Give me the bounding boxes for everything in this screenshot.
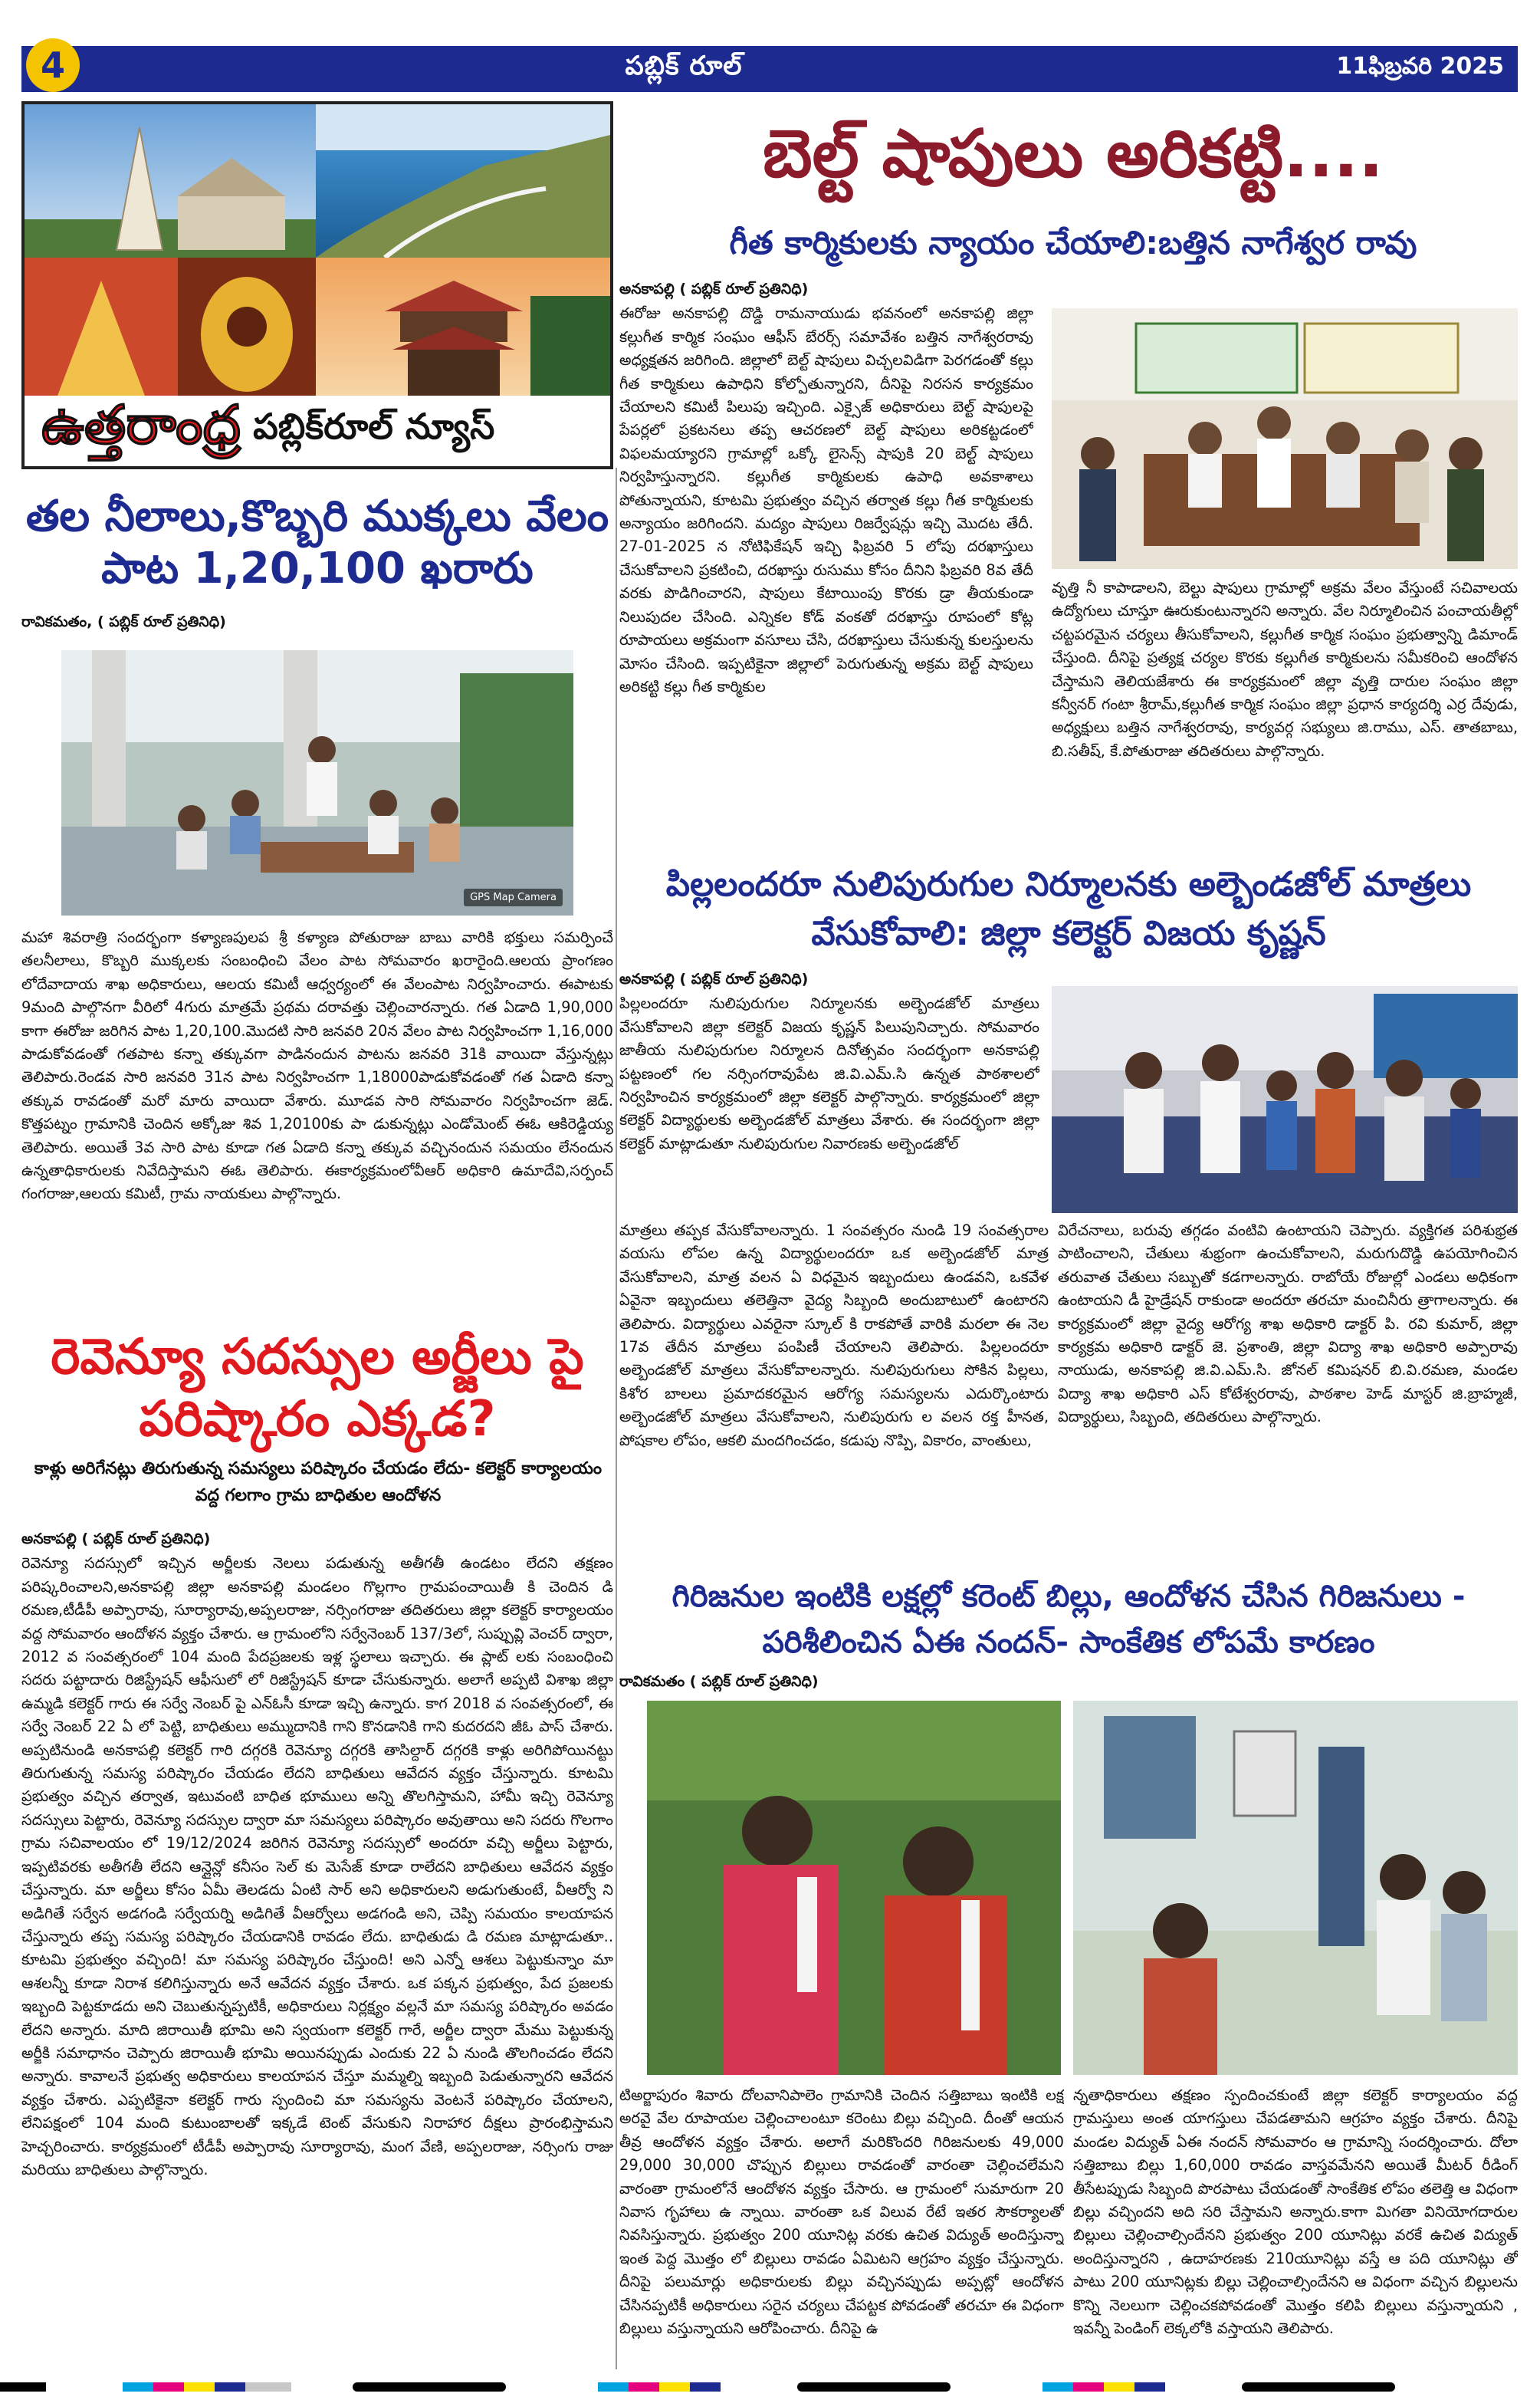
strip-magenta — [153, 2382, 184, 2392]
logo-title-brand: పబ్లిక్‌రూల్ న్యూస్ — [253, 406, 495, 447]
gps-camera-badge: GPS Map Camera — [464, 889, 563, 906]
current-bill-headline: గిరిజనుల ఇంటికి లక్షల్లో కరెంట్ బిల్లు, ఆందోళన చేసిన గిరిజనులు - పరిశీలించిన ఏఈ నందన్- సాంకేతిక లోపమే కారణం — [671, 1579, 1466, 1660]
belt-shop-subheadline: గీత కార్మికులకు న్యాయం చేయాలి:బత్తిన నాగేశ్వర రావు — [729, 224, 1417, 261]
strip-gap — [506, 2382, 598, 2392]
logo-banner — [25, 393, 610, 466]
belt-shop-body-left — [619, 278, 1033, 845]
albendazole-body-left: మాత్రలు తప్పక వేసుకోవాలన్నారు. 1 సంవత్సరం నుండి 19 సంవత్సరాల వయసు లోపల ఉన్న విద్యార్థులందరూ ఒక అల్బెండజోల్ మాత్ర వేసుకోవాలని, మాత్ర వలన ఏ విధమైన ఇబ్బందులు ఉండవని, ఒకవేళ ఏవైనా ఇబ్బందులు తలెత్తినా వైద్య సిబ్బంది అందుబాటులో ఉంటారని తెలిపారు. విద్యార్థులు ఎవరైనా స్కూల్ కి రాకపోతే వారికి మరలా ఈ నెల 17వ తేదీన మాత్రలు పంపిణీ చేయాలని తెలిపారు. పిల్లలందరూ అల్బెండజోల్ మాత్రలు వేసుకోవాలన్నారు. నులిపురుగులు సోకిన పిల్లలు, కిశోర బాలలు ప్రమాదకరమైన ఆరోగ్య సమస్యలను ఎదుర్కొంటారు అల్బెండజోల్ మాత్రలు వేసుకోవాలని, నులిపురుగు ల వలన రక్త హీనత, పోషకాల లోపం, ఆకలి మందగించడం, కడుపు నొప్పి, వికారం, వాంతులు, — [619, 1221, 1049, 1449]
column-divider — [616, 468, 617, 2369]
coconut-auction-dateline: రావికమతం, ( పబ్లిక్ రూల్ ప్రతినిధి) — [21, 613, 226, 630]
current-bill-body-right: న్నతాధికారులు తక్షణం స్పందించకుంటే జిల్లా కలెక్టర్ కార్యాలయం వద్ద గ్రామస్తులు అంత యాగస్తులు చేపడతామని ఆగ్రహం వ్యక్తం చేశారు. దీనిపై మండల విద్యుత్ ఏఈ నందన్ సోమవారం ఆ గ్రామాన్ని సందర్శించారు. దోలా సత్తిబాబు బిల్లు 1,60,000 రావడం వాస్తవమేనని అయితే మీటర్ రీడింగ్ తీసేటప్పుడు సిబ్బంది పొరపాటు చేయడంతో సాంకేతిక లోపం తలెత్తి ఆ విధంగా బిల్లు వచ్చిందని అది సరి చేస్తామని అన్నారు.కాగా మిగతా వినియోగదారుల బిల్లులు చెల్లించాల్సిందేనని ప్రభుత్వం 200 యూనిట్లు వరకే ఉచిత విద్యుత్ అందిస్తున్నారని , ఉదాహరణకు 210యూనిట్లు వస్తే ఆ పది యూనిట్లు తో పాటు 200 యూనిట్లకు బిల్లు చెల్లించాల్సిందేనని ఆ విధంగా వచ్చిన బిల్లులను కొన్ని నెలలుగా చెల్లించకపోవడంతో మొత్తం కలిపి బిల్లులు వస్తున్నాయని , ఇవన్నీ పెండింగ్ లెక్కలోకి వస్తాయని తెలిపారు. — [1073, 2086, 1518, 2338]
belt-shop-dateline: అనకాపల్లి ( పబ్లిక్ రూల్ ప్రతినిధి) — [619, 281, 809, 298]
strip-gap — [46, 2382, 123, 2392]
albendazole-text-top: పిల్లలందరూ నులిపురుగుల నిర్మూలనకు అల్బెండజోల్ మాత్రలు వేసుకోవాలని జిల్లా కలెక్టర్ విజయ కృష్ణన్ పిలుపునిచ్చారు. సోమవారం జాతీయ నులిపురుగుల నిర్మూలన దినోత్సవం సందర్భంగా అనకాపల్లి పట్టణంలో గల నర్సింగరావుపేట జి.వి.ఎమ్.సి ఉన్నత పాఠశాలలో నిర్వహించిన కార్యక్రమంలో జిల్లా కలెక్టర్ పాల్గొన్నారు. కార్యక్రమంలో జిల్లా కలెక్టర్ విద్యార్థులకు అల్బెండజోల్ మాత్రలు వేశారు. ఈ సందర్భంగా జిల్లా కలెక్టర్ మాట్లాడుతూ నులిపురుగుల నివారణకు అల్బెండజోల్ — [619, 995, 1039, 1152]
strip-gap — [1165, 2382, 1242, 2392]
current-bill-women-photo — [647, 1701, 1061, 2075]
strip-cyan — [1043, 2382, 1073, 2392]
albendazole-body-top-block — [619, 968, 1039, 1210]
strip-yellow — [184, 2382, 215, 2392]
strip-black-3 — [797, 2382, 951, 2392]
current-bill-meter-photo — [1073, 1701, 1518, 2075]
strip-gap — [721, 2382, 797, 2392]
strip-yellow — [1104, 2382, 1134, 2392]
strip-black-2 — [353, 2382, 506, 2392]
belt-shop-headline: బెల్ట్ షాపులు అరికట్టి.... — [763, 116, 1384, 192]
albendazole-school-photo — [1052, 986, 1518, 1213]
belt-shop-text-left: ఈరోజు అనకాపల్లి దొడ్డి రామనాయుడు భవనంలో అనకాపల్లి జిల్లా కల్లుగీత కార్మిక సంఘం ఆఫీస్ బేరర్స్ సమావేశం బత్తిన నాగేశ్వరరావు అధ్యక్షతన జరిగింది. జిల్లాలో బెల్ట్ షాపులు విచ్చలవిడిగా పెరగడంతో కల్లు గీత కార్మికులు ఉపాధిని కోల్పోతున్నారని, దీనిపై నిరసన కార్యక్రమం చేయాలని కమిటీ పిలుపు ఇచ్చింది. ఎక్సైజ్ అధికారులు బెల్ట్ షాపులపై పేపర్లలో ప్రకటనలు తప్ప ఆచరణలో బెల్ట్ షాపులు అరికట్టడంలో విఫలమయ్యారని గ్రామాల్లో ఒక్కో లైసెన్స్ షాపుకి 20 బెల్ట్ షాపులు నిర్వహిస్తున్నారని. కల్లుగీత కార్మికులకు ఉపాధి అవకాశాలు పోతున్నాయని, కూటమి ప్రభుత్వం వచ్చిన తర్వాత కల్లు గీత కార్మికులకు అన్యాయం జరిగిందని. మద్యం షాపులు రిజర్వేషన్లు ఇచ్చి మొదట తేదీ. 27-01-2025 న నోటిఫికేషన్ ఇచ్చి ఫిబ్రవరి 5 లోపు దరఖాస్తులు చేసుకోవాలని ప్రకటించి, దరఖాస్తు రుసుము కోసం దీనిని ఫిబ్రవరి 8వ తేదీ వరకు పొడిగించారని, షాపులు కేటాయింపు కొరకు డ్రా తీయకుండా నిలుపుదల చేసింది. ఎన్నికల కోడ్ వంకతో దరఖాస్తు రూపంలో కోట్ల రూపాయలు అక్రమంగా వసూలు చేసి, దరఖాస్తులు చేసుకున్న కులస్తులను మోసం చేసింది. ఇప్పటికైనా జిల్లాలో పెరుగుతున్న అక్రమ బెల్ట్ షాపులు అరికట్టి కల్లు గీత కార్మికుల — [619, 304, 1033, 695]
albendazole-body-right: విరేచనాలు, బరువు తగ్గడం వంటివి ఉంటాయని చెప్పారు. వ్యక్తిగత పరిశుభ్రత పాటించాలని, చేతులు శుభ్రంగా ఉంచుకోవాలని, మరుగుదొడ్డి ఉపయోగించిన తరువాత చేతులు సబ్బుతో కడగాలన్నారు. రాబోయే రోజుల్లో ఎండలు అధికంగా ఉంటాయని డీ హైడ్రేషన్ రాకుండా అందరూ తరచూ మంచినీరు త్రాగాలన్నారు. ఈ కార్యక్రమంలో జిల్లా వైద్య ఆరోగ్య శాఖ అధికారి డాక్టర్ పి. రవి కుమార్, జిల్లా కార్యక్రమ అధికారి డాక్టర్ జె. ప్రశాంతి, జిల్లా విద్యా శాఖ అధికారి అప్పారావు నాయుడు, అనకాపల్లి జి.వి.ఎమ్.సి. జోనల్ కమిషనర్ బి.వి.రమణ, మండల విద్యా శాఖ అధికారి ఎస్ కోటేశ్వరరావు, పాఠశాల హెడ్ మాస్టర్ జి.బ్రాహ్మజీ, విద్యార్థులు, సిబ్బంది, తదితరులు పాల్గొన్నారు. — [1058, 1221, 1518, 1426]
strip-yellow — [659, 2382, 690, 2392]
uttarandhra-logo — [21, 101, 613, 469]
strip-gap — [291, 2382, 353, 2392]
belt-shop-meeting-photo — [1052, 308, 1518, 569]
current-bill-dateline: రావికమతం ( పబ్లిక్ రూల్ ప్రతినిధి) — [619, 1673, 819, 1690]
strip-blue — [690, 2382, 721, 2392]
tourism-collage-image — [25, 104, 610, 402]
revenue-dateline: అనకాపల్లి ( పబ్లిక్ రూల్ ప్రతినిధి) — [21, 1530, 211, 1547]
strip-blue — [1134, 2382, 1165, 2392]
coconut-auction-body: మహా శివరాత్రి సందర్భంగా కళ్యాణపులప శ్రీ కళ్యాణ పోతురాజు బాబు వారికి భక్తులు సమర్పించే తలనీలాలు, కొబ్బరి ముక్కలకు సంబంధించి వేలం పాట సోమవారం ఖరారైంది.ఆలయ ప్రాంగణం లోదేవాదాయ శాఖ అధికారులు, ఆలయ కమిటీ ఆధ్వర్యంలో ఈ వేలంపాట నిర్వహించారు. ఈపాటకు 9మంది పాల్గొనగా వీరిలో 4గురు మాత్రమే ప్రథమ దరావత్తు చెల్లించారన్నారు. గత ఏడాది 1,90,000 కాగా ఈరోజు జరిగిన పాట 1,20,100.మొదటి సారి జనవరి 20న వేలం పాట నిర్వహించగా 1,16,000 పాడుకోవడంతో గతపాట కన్నా తక్కువగా పాడినందున పాటను జనవరి 31కి వాయిదా వేస్తున్నట్లు తెలిపారు.రెండవ సారి జనవరి 31న పాట నిర్వహించగా 1,18000పాడుకోవడంతో గత ఏడాది కన్నా తక్కువ రావడంతో మరో మారు వాయిదా వేశారు. మూడవ సారి సోమవారం నిర్వహించగా జెడ్. కొత్తపట్నం గ్రామానికి చెందిన అక్కోజు శివ 1,20100కు పా డుకున్నట్లు ఎండోమెంట్ ఈఓ ఆకిరెడ్డియ్య తెలిపారు. అయితే 3వ సారి పాట కూడా గత ఏడాది కన్నా తక్కువ వచ్చినందున సమయం లేనందున ఉన్నతాధికారులకు నివేదిస్తామని ఈఓ తెలిపారు. ఈకార్యక్రమంలోవీఆర్ అధికారి ఉమాదేవి,సర్పంచ్ గంగరాజు,ఆలయ కమిటీ, గ్రామ నాయకులు పాల్గొన్నారు. — [21, 929, 613, 1203]
strip-cyan — [598, 2382, 629, 2392]
strip-black-1 — [0, 2382, 46, 2392]
strip-magenta — [629, 2382, 659, 2392]
albendazole-headline: పిల్లలందరూ నులిపురుగుల నిర్మూలనకు అల్బెండజోల్ మాత్రలు వేసుకోవాలి: జిల్లా కలెక్టర్ విజయ కృష్ణన్ — [665, 865, 1472, 953]
revenue-text: రెవెన్యూ సదస్సులో ఇచ్చిన అర్జీలకు నెలలు పడుతున్న అతీగతీ ఉండటం లేదని తక్షణం పరిష్కరించాలని,అనకాపల్లి జిల్లా అనకాపల్లి మండలం గొల్లగాం గ్రామపంచాయితీ కి చెందిన డి రమణ,టీడీపీ అప్పారావు, సూర్యారావు,అప్పలరాజు, నర్సింగరాజు తదితరులు జిల్లా కలెక్టర్ కార్యాలయం వద్ద సోమవారం ఆందోళన వ్యక్తం చేశారు. ఆ గ్రామంలోని సర్వేనెంబర్ 137/3లో, సుప్పువ్లి వెంచర్ ద్వారా, 2012 వ సంవత్సరంలో 104 మంది పేదప్రజలకు ఇళ్ల స్థలాలు ఇచ్చారు. ఈ ప్లాట్ లకు సంబంధించి సదరు పట్టాదారు రిజిస్ట్రేషన్ ఆఫీసులో లో రిజిస్ట్రేషన్ కూడా చేసుకున్నారు. అలాగే అప్పటి విశాఖ జిల్లా ఉమ్మడి కలెక్టర్ గారు ఈ సర్వే నెంబర్ పై ఎన్ఓసీ కూడా ఇచ్చి ఉన్నారు. కాగ 2018 వ సంవత్సరంలో, ఈ సర్వే నెంబర్ 22 ఏ లో పెట్టి, బాధితులు అమ్ముదానికి గాని కొనడానికి గాని కుదరదని జీఓ పాస్ చేశారు. అప్పటినుండి అనకాపల్లి కలెక్టర్ గారి దగ్గరకి రెవెన్యూ దగ్గరకి తాసిల్దార్ దగ్గరకి కాళ్లు అరిగిపోయినట్టు తిరుగుతున్న సమస్య పరిష్కారం చేయడం లేదని బాధితులు ఆవేదన వ్యక్తం చేస్తున్నారు. కూటమి ప్రభుత్వం వచ్చిన తర్వాత, ఇటువంటి బాధిత భూములు అన్ని తొలగిస్తామని, హామీ ఇచ్చి రెవెన్యూ సదస్సులు పెట్టారు, రెవెన్యూ సదస్సుల ద్వారా మా సమస్యలు పరిష్కారం అవుతాయి అని సదరు గొలగాం గ్రామ సచివాలయం లో 19/12/2024 జరిగిన రెవెన్యూ సదస్సులో అందరూ వచ్చి అర్జీలు పెట్టారు, ఇప్పటివరకు అతీగతీ లేదని ఆన్లైన్లో కనీసం సెల్ కు మెసేజ్ కూడా రాలేదని బాధితులు ఆవేదన వ్యక్తం చేస్తున్నారు. మా అర్జీలు కోసం ఏమీ తెలడదు ఏంటి సార్ అని అధికారులని అడుగుతుంటే, వీఆర్వో ని అడిగితే సర్వేన అడగండి సర్వేయర్ని అడిగితే వీఆర్వోలు అడగండి అని, చెప్పి సమయం కాలయాపన చేస్తున్నారు తప్ప సమస్య పరిష్కారం చేయడానికి రావడం లేదు. బాధితుడు డి రమణ మాట్లాడుతూ.. కూటమి ప్రభుత్వం వచ్చింది! మా సమస్య పరిష్కారం చేస్తుంది! అని ఎన్నో ఆశలు పెట్టుకున్నాం మా ఆశలన్నీ కూడా నిరాశ కలిగిస్తున్నారు అనే ఆవేదన వ్యక్తం చేశారు. ఒక పక్కన ప్రభుత్వం, పేద ప్రజలకు ఇబ్బంది పెట్టకూడదు అని చెబుతున్నప్పటికీ, అధికారులు నిర్లక్ష్యం వల్లనే మా సమస్య పరిష్కారం అవడం లేదని అన్నారు. మాది జిరాయితీ భూమి అని స్వయంగా కలెక్టర్ గారే, అర్జీల ద్వారా మేము పెట్టుకున్న అర్జీకి సమాధానం చెప్పారు జిరాయితీ భూమి అయినప్పుడు ఎందుకు 22 ఏ నుండి తొలగించడం లేదని అన్నారు. కావాలనే ప్రభుత్వ అధికారులు కాలయాపన చేస్తూ మమ్మల్ని ఇబ్బంది పెడుతున్నారని ఆవేదన వ్యక్తం చేశారు. ఎప్పటికైనా కలెక్టర్ గారు స్పందించి మా సమస్యను వెంటనే పరిష్కారం చేయాలని, లేనిపక్షంలో 104 మంది కుటుంబాలతో ఇక్కడే టెంట్ వేసుకుని నిరాహార దీక్షలు ప్రారంభిస్తామని హెచ్చరించారు. కార్యక్రమంలో టీడీపీ అప్పారావు సూర్యారావు, మంగ వేణి, అప్పలరాజు, నర్సింగు రాజు మరియు బాధితులు పాల్గొన్నారు. — [21, 1554, 613, 2178]
belt-shop-body-right: వృత్తి నీ కాపాడాలని, బెల్టు షాపులు గ్రామాల్లో అక్రమ వేలం వేస్తుంటే సచివాలయ ఉద్యోగులు చూస్తూ ఊరుకుంటున్నారని అన్నారు. వేల నిర్మూలించిన పంచాయతీల్లో చట్టపరమైన చర్యలు తీసుకోవాలని, కల్లుగీత కార్మిక సంఘం ప్రభుత్వాన్ని డిమాండ్ చేస్తుంది. దీనిపై ప్రత్యక్ష చర్యల కొరకు కల్లుగీత కార్మికులను సమీకరించి ఆందోళన చేస్తామని తెలియజేశారు ఈ కార్యక్రమంలో జిల్లా వృత్తి దారుల సంఘం జిల్లా కన్వీనర్ గంటా శ్రీరామ్,కల్లుగీత కార్మిక సంఘం జిల్లా ప్రధాన కార్యదర్శి ఎర్ర దేవుడు, అధ్యక్షులు బత్తిన నాగేశ్వరరావు, కార్యవర్గ సభ్యులు జి.రాము, ఎస్. తాతబాబు, బి.సతీష్, కే.పోతురాజు తదితరులు పాల్గొన్నారు. — [1052, 579, 1518, 760]
revenue-subheadline: కాళ్లు అరిగేనట్లు తిరుగుతున్న సమస్యలు పరిష్కారం చేయడం లేదు- కలెక్టర్ కార్యాలయం వద్ద గలగాం గ్రామ బాధితుల ఆందోళన — [34, 1459, 603, 1506]
publication-date: 11ఫిబ్రవరి 2025 — [1336, 53, 1504, 80]
strip-blue — [215, 2382, 245, 2392]
revenue-body-block — [21, 1527, 613, 2362]
logo-title-region: ఉత్తరాంధ్ర — [41, 393, 241, 456]
coconut-auction-photo — [61, 650, 573, 916]
strip-magenta — [1073, 2382, 1104, 2392]
current-bill-body-left: టిఅర్జాపురం శివారు దోలవానిపాలెం గ్రామానికి చెందిన సత్తిబాబు ఇంటికి లక్ష అరవై వేల రూపాయల చెల్లించాలంటూ కరెంటు బిల్లు వచ్చింది. దీంతో ఆయన తీవ్ర ఆందోళన వ్యక్తం చేశారు. అలాగే మరికొందరి గిరిజనులకు 49,000 29,000 30,000 చొప్పున బిల్లులు రావడంతో వారంతా చెల్లించలేమని వారంతా గ్రామంలోనే ఆందోళన వ్యక్తం చేసారు. ఆ గ్రామంలో సుమారుగా 20 నివాస గృహాలు ఉ న్నాయి. వారంతా ఒక విలువ రేటే ఇతర సౌకర్యాలతో నివసిస్తున్నారు. ప్రభుత్వం 200 యూనిట్ల వరకు ఉచిత విద్యుత్ అందిస్తున్నా ఇంత పెద్ద మొత్తం లో బిల్లులు రావడం ఏమిటని ఆగ్రహం వ్యక్తం చేస్తున్నారు. దీనిపై పలుమార్లు అధికారులకు బిల్లు వచ్చినప్పుడు అప్పట్లో ఆందోళన చేసినప్పటికీ అధికారులు సరైన చర్యలు చేపట్టక పోవడంతో తరచూ ఈ విధంగా బిల్లులు వస్తున్నాయని ఆరోపించారు. దీనిపై ఉ — [619, 2086, 1064, 2338]
color-registration-strip — [0, 2379, 1540, 2395]
masthead — [21, 46, 1518, 92]
newspaper-name: పబ్లిక్ రూల్ — [625, 51, 743, 81]
strip-cyan — [123, 2382, 153, 2392]
strip-black-4 — [1242, 2382, 1395, 2392]
strip-grey — [245, 2382, 291, 2392]
albendazole-dateline: అనకాపల్లి ( పబ్లిక్ రూల్ ప్రతినిధి) — [619, 971, 809, 988]
strip-gap — [951, 2382, 1043, 2392]
page-number-badge: 4 — [26, 38, 80, 92]
coconut-auction-headline: తల నీలాలు,కొబ్బరి ముక్కలు వేలం పాట 1,20,100 ఖరారు — [25, 492, 609, 594]
revenue-headline: రెవెన్యూ సదస్సుల అర్జీలు పై పరిష్కారం ఎక్కడ? — [51, 1329, 584, 1448]
